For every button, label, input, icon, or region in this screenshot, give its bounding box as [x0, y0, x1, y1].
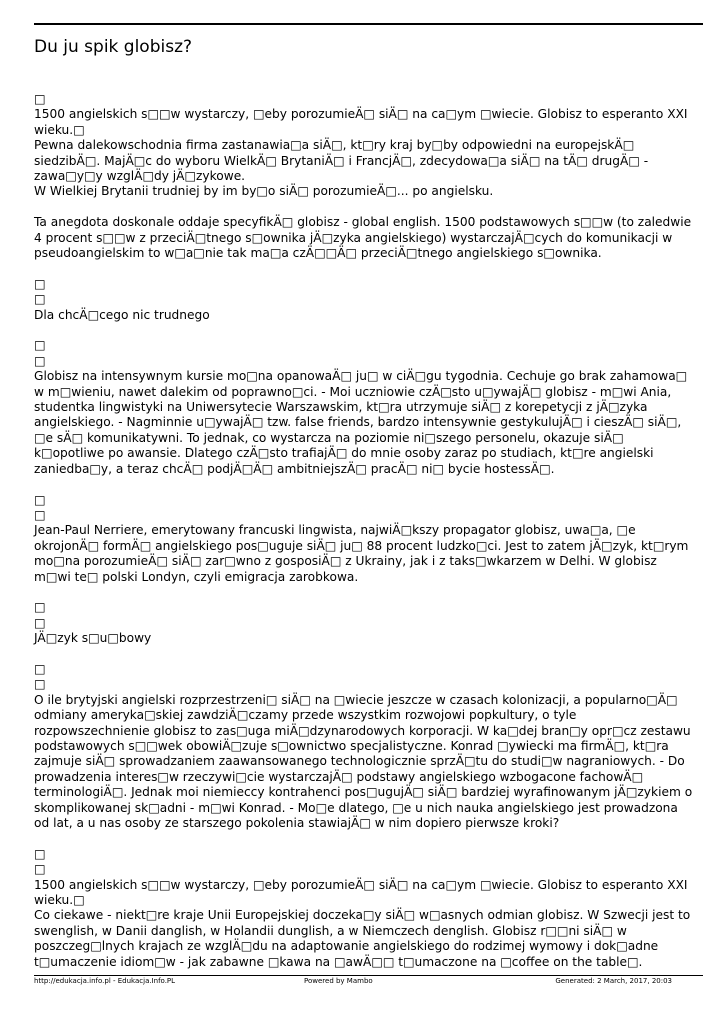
- paragraph: W Wielkiej Brytanii trudniej by im by□o siÄ□ porozumieÄ□... po angielsku.: [34, 184, 494, 199]
- paragraph: □: [34, 92, 46, 106]
- paragraph: □: [34, 846, 46, 861]
- paragraph: Co ciekawe - niekt□re kraje Unii Europejskiej doczeka□y siÄ□ w□asnych odmian globisz. W Szwecji jest to swenglish, w Danii danglish, w Holandii dunglish, a w Niemczech denglish. Globisz r□□ni siÄ□ w poszczeg□lnych krajach ze wzglÄ□du na adaptowanie angielskiego do rodzimej wymowy i dok□adne t□umaczenie idiom□w - jak zabawne □kawa na □awÄ□□ t□umaczone na □coffee on the table□.: [34, 908, 695, 969]
- paragraph: □: [34, 677, 46, 692]
- paragraph: Ta anegdota doskonale oddaje specyfikÄ□ globisz - global english. 1500 podstawowych s□□w (to zaledwie 4 procent s□□w z przeciÄ□tnego s□ownika jÄ□zyka angielskiego) wystarczajÄ□cych do komunikacji w pseudoangielskim to w□a□nie tak ma□a czÄ□□Ä□ przeciÄ□tnego angielskiego s□ownika.: [34, 215, 696, 261]
- paragraph-gap: [34, 647, 694, 662]
- bottom-rule: [34, 975, 703, 976]
- paragraph-gap: [34, 200, 694, 215]
- paragraph: Globisz na intensywnym kursie mo□na opanowaÄ□ ju□ w ciÄ□gu tygodnia. Cechuje go brak zahamowa□ w m□wieniu, nawet dalekim od poprawno□ci. - Moi uczniowie czÄ□sto u□ywajÄ□ globisz - m□wi Ania, studentka lingwistyki na Uniwersytecie Warszawskim, kt□ra utrzymuje siÄ□ z korepetycji z jÄ□zyka angielskiego. - Nagminnie u□ywajÄ□ tzw. false friends, bardzo intensywnie gestykulujÄ□ i cieszÄ□ siÄ□, □e sÄ□ komunikatywni. To jednak, co wystarcza na poziomie ni□szego personelu, okazuje siÄ□ k□opotliwe po awansie. Dlatego czÄ□sto trafiajÄ□ do mnie osoby zaraz po studiach, kt□re angielski zaniedba□y, a teraz chcÄ□ podjÄ□Ä□ ambitniejszÄ□ pracÄ□ ni□ bycie hostessÄ□.: [34, 369, 692, 476]
- paragraph: □: [34, 615, 46, 630]
- paragraph: □: [34, 600, 46, 615]
- top-rule: [34, 23, 703, 25]
- paragraph-gap: [34, 585, 694, 600]
- paragraph: □: [34, 292, 46, 307]
- paragraph: Dla chcÄ□cego nic trudnego: [34, 307, 210, 322]
- paragraph: □: [34, 862, 46, 877]
- paragraph-gap: [34, 477, 694, 492]
- paragraph: □: [34, 276, 46, 291]
- paragraph: □: [34, 353, 46, 368]
- paragraph: □: [34, 507, 46, 522]
- paragraph-gap: [34, 323, 694, 338]
- page-title: Du ju spik globisz?: [34, 37, 193, 57]
- paragraph: □: [34, 661, 46, 676]
- paragraph: Jean-Paul Nerriere, emerytowany francuski lingwista, najwiÄ□kszy propagator globisz, uwa□a, □e okrojonÄ□ formÄ□ angielskiego pos□uguje siÄ□ ju□ 88 procent ludzko□ci. Jest to zatem jÄ□zyk, kt□rym mo□na porozumieÄ□ siÄ□ zar□wno z gosposiÄ□ z Ukrainy, jak i z taks□wkarzem w Delhi. W globisz m□wi te□ polski Londyn, czyli emigracja zarobkowa.: [34, 523, 693, 584]
- footer-generated-date: Generated: 2 March, 2017, 20:03: [555, 977, 672, 985]
- paragraph-gap: [34, 261, 694, 276]
- footer-site-link[interactable]: http://edukacja.info.pl - Edukacja.Info.PL: [34, 977, 176, 985]
- paragraph-gap: [34, 831, 694, 846]
- paragraph: JÄ□zyk s□u□bowy: [34, 631, 152, 646]
- paragraph: 1500 angielskich s□□w wystarczy, □eby porozumieÄ□ siÄ□ na ca□ym □wiecie. Globisz to esperanto XXI wieku.□: [34, 107, 692, 137]
- paragraph: 1500 angielskich s□□w wystarczy, □eby porozumieÄ□ siÄ□ na ca□ym □wiecie. Globisz to esperanto XXI wieku.□: [34, 877, 692, 908]
- paragraph: □: [34, 338, 46, 353]
- footer-powered-by: Powered by Mambo: [304, 977, 373, 985]
- paragraph: O ile brytyjski angielski rozprzestrzeni□ siÄ□ na □wiecie jeszcze w czasach kolonizacji, a popularno□Ä□ odmiany ameryka□skiej zawdziÄ□czamy przede wszystkim rozwojowi popkultury, o tyle rozpowszechnienie globisz to zas□uga miÄ□dzynarodowych korporacji. W ka□dej bran□y opr□cz zestawu podstawowych s□□wek obowiÄ□zuje s□ownictwo specjalistyczne. Konrad □ywiecki ma firmÄ□, kt□ra zajmuje siÄ□ sprowadzaniem zaawansowanego technologicznie sprzÄ□tu do studi□w nagraniowych. - Do prowadzenia interes□w rzeczywi□cie wystarczajÄ□ podstawy angielskiego wzbogacone fachowÄ□ terminologiÄ□. Jednak moi niemieccy kontrahenci pos□ugujÄ□ siÄ□ bardziej wyrafinowanym jÄ□zykiem o skomplikowanej sk□adni - m□wi Konrad. - Mo□e dlatego, □e u nich nauka angielskiego jest prowadzona od lat, a u nas osoby ze starszego pokolenia stawiajÄ□ w nim dopiero pierwsze kroki?: [34, 692, 697, 830]
- article-body: [34, 92, 697, 970]
- paragraph: □: [34, 492, 46, 507]
- paragraph: Pewna dalekowschodnia firma zastanawia□a siÄ□, kt□ry kraj by□by odpowiedni na europejskÄ□ siedzibÄ□. MajÄ□c do wyboru WielkÄ□ BrytaniÄ□ i FrancjÄ□, zdecydowa□a siÄ□ na tÄ□ drugÄ□ - zawa□y□y wzglÄ□dy jÄ□zykowe.: [34, 138, 652, 184]
